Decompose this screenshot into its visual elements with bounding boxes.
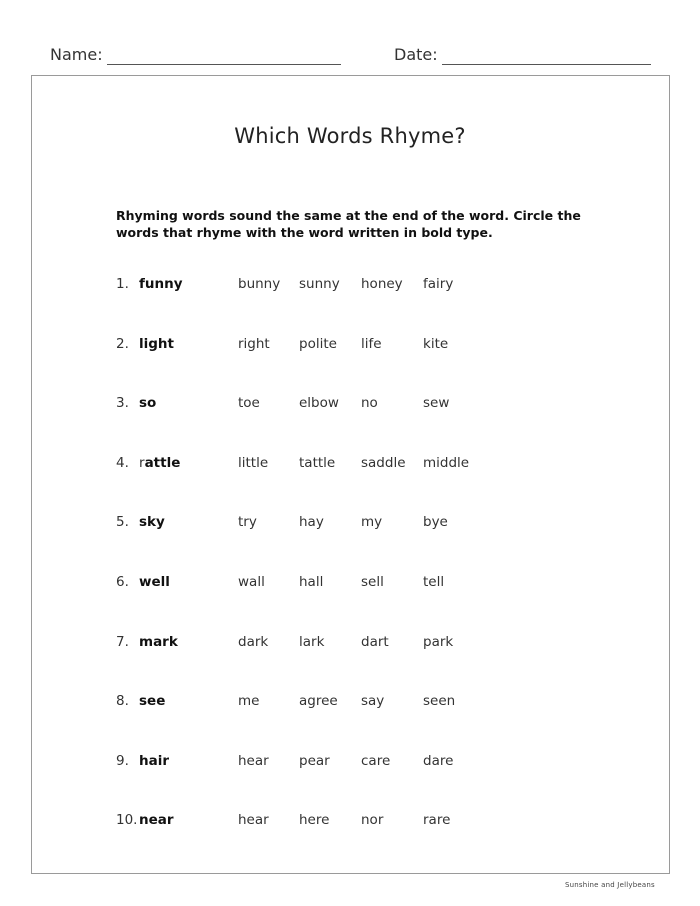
rhyme-option[interactable]: hear: [238, 752, 269, 769]
item-number: 9.: [116, 752, 129, 769]
rhyme-option[interactable]: dart: [361, 633, 389, 650]
rhyme-option[interactable]: tattle: [299, 454, 336, 471]
rhyme-option[interactable]: me: [238, 693, 260, 710]
target-word-text: funny: [139, 276, 183, 292]
item-number: 7.: [116, 633, 129, 650]
rhyme-option[interactable]: hear: [238, 812, 269, 829]
rhyme-option[interactable]: sew: [423, 395, 450, 412]
rhyme-option[interactable]: rare: [423, 812, 451, 829]
date-input-line[interactable]: [442, 49, 651, 65]
rhyme-option[interactable]: pear: [299, 752, 330, 769]
rhyme-option[interactable]: kite: [423, 335, 449, 352]
target-word-text: so: [139, 395, 157, 412]
target-word: [139, 634, 178, 650]
rhyme-option[interactable]: bye: [423, 514, 448, 531]
rhyme-option[interactable]: lark: [299, 633, 325, 650]
rhyme-option[interactable]: dare: [423, 752, 454, 769]
rhyme-option[interactable]: say: [361, 693, 385, 710]
rhyme-option[interactable]: nor: [361, 812, 384, 829]
rhyme-option[interactable]: right: [238, 335, 270, 352]
rhyme-option[interactable]: my: [361, 514, 383, 531]
target-word: [139, 693, 165, 709]
date-field: [394, 45, 651, 65]
target-word-text: hair: [139, 752, 170, 769]
rhyme-option[interactable]: elbow: [299, 395, 339, 412]
target-word: [139, 574, 170, 590]
item-number: 6.: [116, 574, 129, 590]
rhyme-option[interactable]: polite: [299, 335, 337, 352]
target-word-text: attle: [144, 454, 181, 471]
rhyme-option[interactable]: middle: [423, 454, 470, 471]
name-label: Name:: [50, 45, 103, 64]
target-word: [139, 455, 180, 471]
item-number: 8.: [116, 693, 129, 710]
rhyme-option[interactable]: agree: [299, 693, 338, 710]
item-number: 2.: [116, 335, 129, 352]
rhyme-option[interactable]: sunny: [299, 276, 340, 292]
rhyme-option[interactable]: saddle: [361, 454, 406, 471]
rhyme-option[interactable]: honey: [361, 276, 403, 292]
rhyme-option[interactable]: care: [361, 752, 391, 769]
rhyme-option[interactable]: hay: [299, 514, 324, 531]
rhyme-option[interactable]: seen: [423, 693, 456, 710]
target-word-text: light: [139, 335, 174, 352]
rhyme-option[interactable]: life: [361, 335, 382, 352]
footer-credit: Sunshine and Jellybeans: [565, 881, 655, 889]
target-word: [139, 395, 156, 411]
rhyme-option[interactable]: fairy: [423, 276, 454, 292]
name-field: [50, 45, 341, 65]
rhyme-option[interactable]: wall: [238, 574, 265, 590]
target-word-text: well: [139, 574, 170, 590]
target-word: [139, 753, 169, 769]
worksheet-title: Which Words Rhyme?: [234, 124, 466, 148]
target-word-prefix: r: [139, 454, 145, 471]
worksheet-header: [50, 45, 660, 69]
rhyme-option[interactable]: little: [238, 454, 269, 471]
rhyme-option[interactable]: dark: [238, 633, 269, 650]
rhyme-option[interactable]: sell: [361, 574, 384, 590]
name-input-line[interactable]: [107, 49, 341, 65]
target-word: [139, 276, 183, 292]
rhyme-option[interactable]: hall: [299, 574, 324, 590]
rhyme-option[interactable]: park: [423, 633, 454, 650]
item-number: 5.: [116, 514, 129, 531]
instructions: Rhyming words sound the same at the end of the word. Circle the words that rhyme with the word written in bold type.: [116, 208, 581, 240]
target-word: [139, 812, 174, 828]
item-number: 10.: [116, 812, 138, 829]
rhyme-option[interactable]: try: [238, 514, 257, 531]
target-word: [139, 514, 165, 530]
target-word-text: near: [139, 812, 174, 829]
rhyme-option[interactable]: here: [299, 812, 330, 829]
item-number: 1.: [116, 276, 129, 292]
target-word-text: mark: [139, 633, 178, 650]
date-label: Date:: [394, 45, 438, 64]
rhyme-option[interactable]: tell: [423, 574, 445, 590]
target-word-text: sky: [139, 514, 165, 531]
item-number: 4.: [116, 454, 129, 471]
target-word-text: see: [139, 693, 166, 710]
target-word: [139, 336, 174, 352]
rhyme-option[interactable]: toe: [238, 395, 260, 412]
rhyme-option[interactable]: no: [361, 395, 378, 412]
item-number: 3.: [116, 395, 129, 412]
rhyme-option[interactable]: bunny: [238, 276, 281, 292]
